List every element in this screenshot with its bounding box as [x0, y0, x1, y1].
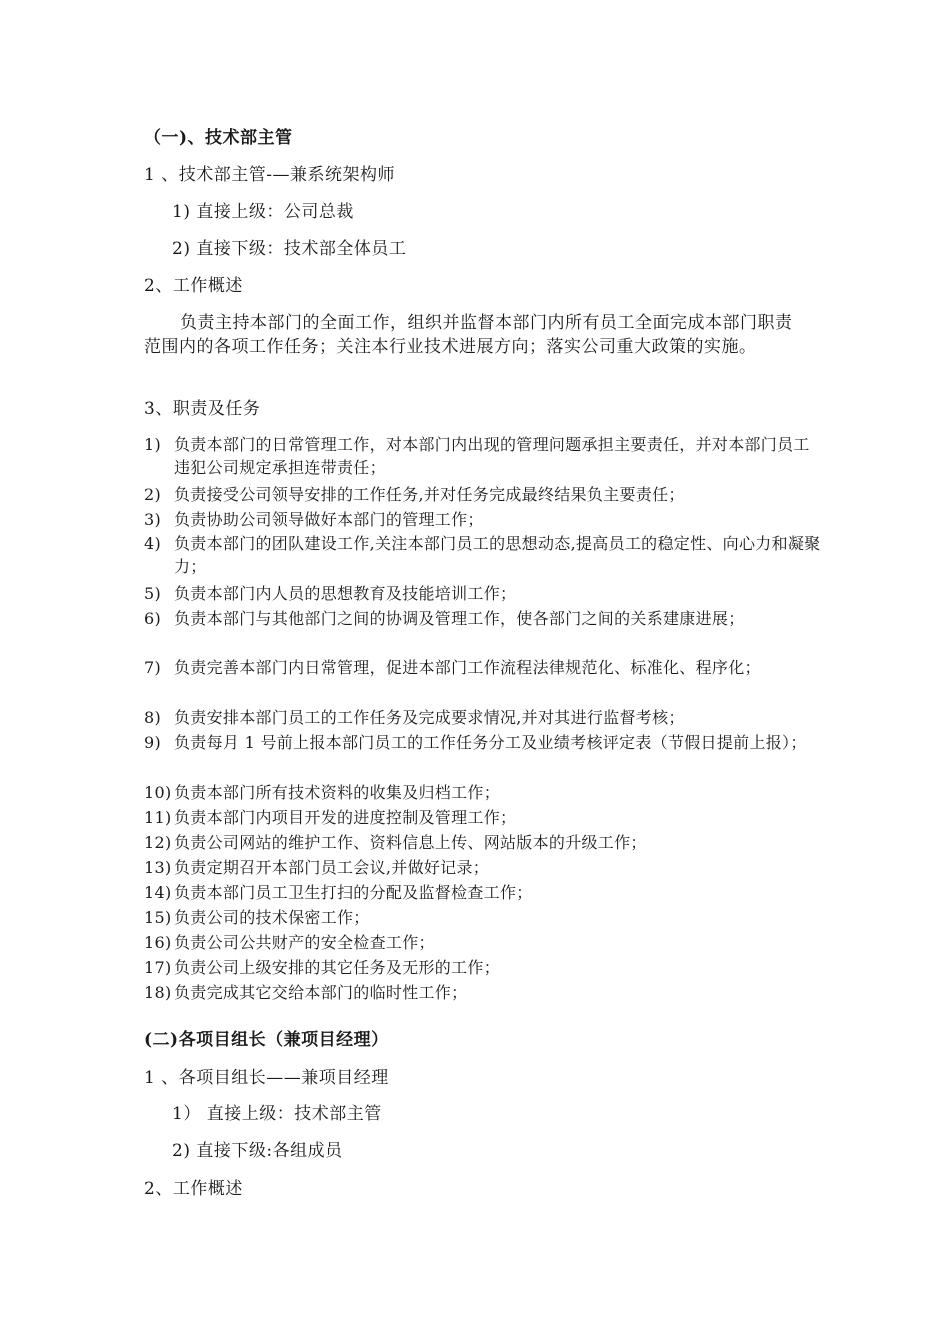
- list-item-number: 3): [144, 510, 162, 529]
- list-item: [144, 607, 824, 630]
- list-item: [144, 806, 824, 829]
- list-item-text: 负责完成其它交给本部门的临时性工作；: [174, 983, 468, 1002]
- list-item-text: 负责公司的技术保密工作；: [174, 908, 370, 927]
- section-2-heading: (二)各项目组长（兼项目经理）: [144, 1030, 389, 1050]
- list-item-text: 负责定期召开本部门员工会议,并做好记录；: [174, 858, 490, 877]
- list-item: [144, 931, 824, 954]
- list-item-number: 12): [144, 833, 172, 852]
- list-item: [144, 981, 824, 1004]
- list-item-text: 负责本部门的日常管理工作，对本部门内出现的管理问题承担主要责任，并对本部门员工违犯公司规定承担连带责任；: [174, 435, 810, 477]
- list-item-number: 7): [144, 658, 162, 677]
- list-item: [144, 906, 824, 929]
- list-item: [144, 508, 824, 531]
- list-item-number: 8): [144, 708, 162, 727]
- list-item-text: 负责本部门的团队建设工作,关注本部门员工的思想动态,提高员工的稳定性、向心力和凝聚力；: [174, 534, 821, 576]
- list-item-number: 2): [144, 485, 162, 504]
- section-1-overview-text: 负责主持本部门的全面工作，组织并监督本部门内所有员工全面完成本部门职责范围内的各项工作任务；关注本行业技术进展方向；落实公司重大政策的实施。: [144, 313, 793, 357]
- list-item: [144, 656, 824, 679]
- list-item-text: 负责本部门所有技术资料的收集及归档工作；: [174, 783, 501, 802]
- section-1-overview-title: 2、工作概述: [144, 276, 243, 296]
- list-item-number: 10): [144, 783, 172, 802]
- list-item-number: 1): [144, 435, 162, 454]
- list-item-text: 负责本部门内人员的思想教育及技能培训工作；: [174, 584, 517, 603]
- list-item-text: 负责协助公司领导做好本部门的管理工作；: [174, 510, 484, 529]
- section-2-role: 1 、各项目组长——兼项目经理: [144, 1068, 389, 1088]
- list-item-text: 负责安排本部门员工的工作任务及完成要求情况,并对其进行监督考核；: [174, 708, 685, 727]
- list-item: [144, 881, 824, 904]
- list-item-text: 负责本部门与其他部门之间的协调及管理工作，使各部门之间的关系建康进展；: [174, 609, 745, 628]
- list-item: [144, 433, 824, 479]
- list-item-text: 负责公司网站的维护工作、资料信息上传、网站版本的升级工作；: [174, 833, 647, 852]
- list-item-number: 4): [144, 534, 162, 553]
- section-2-subordinate: 2) 直接下级:各组成员: [172, 1141, 343, 1161]
- section-2-overview-title: 2、工作概述: [144, 1179, 243, 1199]
- list-item: [144, 781, 824, 804]
- list-item-number: 16): [144, 933, 172, 952]
- list-item: [144, 582, 824, 605]
- list-item: [144, 956, 824, 979]
- section-2-superior: 1） 直接上级：技术部主管: [172, 1104, 382, 1124]
- list-item: [144, 831, 824, 854]
- list-item: [144, 731, 824, 754]
- section-1-heading: （一)、技术部主管: [144, 128, 293, 148]
- section-1-superior: 1) 直接上级：公司总裁: [172, 202, 354, 222]
- list-item-text: 负责公司上级安排的其它任务及无形的工作；: [174, 958, 501, 977]
- list-item-number: 17): [144, 958, 172, 977]
- list-item-number: 5): [144, 584, 162, 603]
- section-1-subordinate: 2) 直接下级：技术部全体员工: [172, 239, 407, 259]
- list-item-text: 负责本部门员工卫生打扫的分配及监督检查工作；: [174, 883, 533, 902]
- list-item: [144, 483, 824, 506]
- section-1-role: 1 、技术部主管-—兼系统架构师: [144, 165, 395, 185]
- list-item-text: 负责公司公共财产的安全检查工作；: [174, 933, 435, 952]
- section-1-duties-title: 3、职责及任务: [144, 399, 261, 419]
- list-item-text: 负责每月 1 号前上报本部门员工的工作任务分工及业绩考核评定表（节假日提前上报）；: [174, 733, 807, 752]
- list-item-number: 6): [144, 609, 162, 628]
- list-item-number: 15): [144, 908, 172, 927]
- list-item-text: 负责完善本部门内日常管理，促进本部门工作流程法律规范化、标准化、程序化；: [174, 658, 761, 677]
- list-item-number: 11): [144, 808, 172, 827]
- list-item: [144, 532, 824, 578]
- list-item-number: 18): [144, 983, 172, 1002]
- list-item-number: 14): [144, 883, 172, 902]
- list-item-number: 9): [144, 733, 162, 752]
- list-item: [144, 856, 824, 879]
- list-item-number: 13): [144, 858, 172, 877]
- list-item-text: 负责接受公司领导安排的工作任务,并对任务完成最终结果负主要责任；: [174, 485, 685, 504]
- list-item-text: 负责本部门内项目开发的进度控制及管理工作；: [174, 808, 517, 827]
- list-item: [144, 706, 824, 729]
